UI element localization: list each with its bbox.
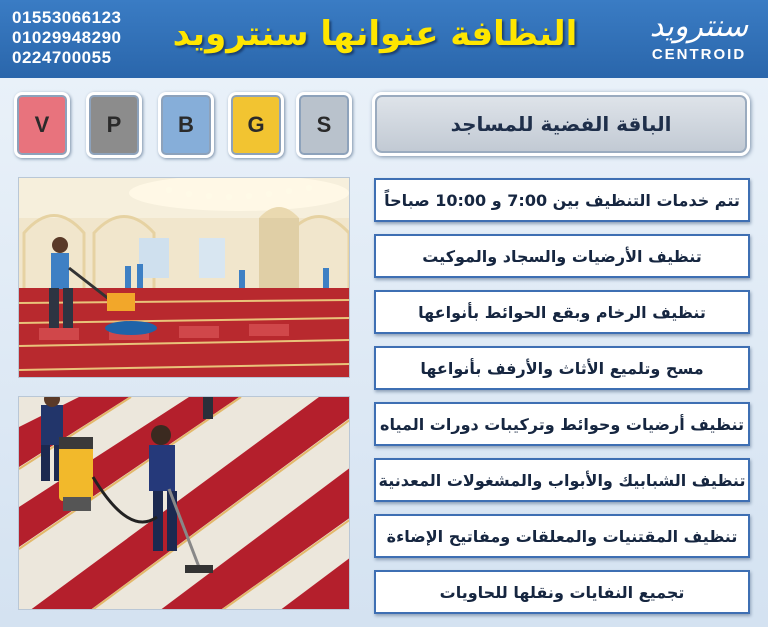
package-g-button[interactable]: G [228, 92, 284, 158]
package-s-button[interactable]: S [296, 92, 352, 158]
phone-number[interactable]: 01029948290 [12, 28, 122, 47]
carpet-vacuum-photo [18, 396, 350, 610]
service-item: تتم خدمات التنظيف بين 7:00 و 10:00 صباحاً [374, 178, 750, 222]
phone-number[interactable]: 0224700055 [12, 48, 112, 67]
service-item: تنظيف الشبابيك والأبواب والمشغولات المعدنية [374, 458, 750, 502]
service-item: تنظيف الرخام وبقع الحوائط بأنواعها [374, 290, 750, 334]
logo-arabic: سنترويد [649, 9, 749, 44]
package-title: الباقة الفضية للمساجد [372, 92, 750, 156]
slogan: النظافة عنوانها سنترويد [172, 14, 578, 54]
package-v-button[interactable]: V [14, 92, 70, 158]
service-item: تنظيف الأرضيات والسجاد والموكيت [374, 234, 750, 278]
logo-english: CENTROID [651, 46, 747, 63]
service-item: تجميع النفايات ونقلها للحاويات [374, 570, 750, 614]
package-p-button[interactable]: P [86, 92, 142, 158]
package-b-button[interactable]: B [158, 92, 214, 158]
service-item: تنظيف أرضيات وحوائط وتركيبات دورات المياه [374, 402, 750, 446]
header-bar [0, 0, 768, 78]
service-item: تنظيف المقتنيات والمعلقات ومفاتيح الإضاءة [374, 514, 750, 558]
mosque-interior-photo [18, 177, 350, 378]
centroid-logo [644, 8, 754, 70]
phone-number[interactable]: 01553066123 [12, 8, 122, 27]
service-item: مسح وتلميع الأثاث والأرفف بأنواعها [374, 346, 750, 390]
phone-numbers [12, 8, 122, 68]
